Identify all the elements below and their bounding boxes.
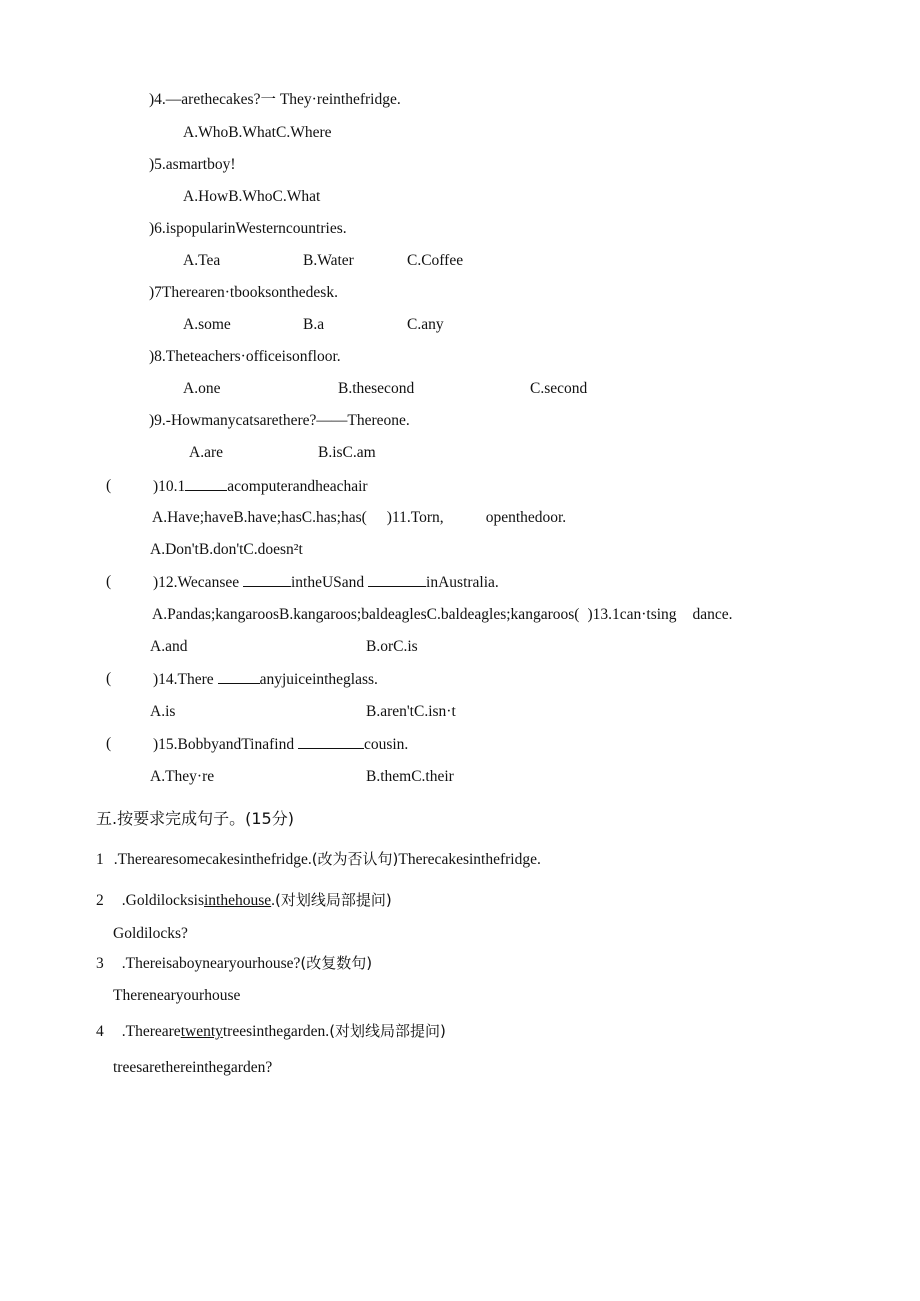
answer-blank[interactable] [298, 734, 364, 749]
question-12-options [152, 605, 733, 625]
question-15-paren: ( [106, 735, 112, 752]
question-9-options-bc: B.isC.am [318, 444, 376, 461]
sentence-2 [96, 890, 392, 911]
answer-blank[interactable] [368, 572, 426, 587]
question-6-option-c: C.Coffee [407, 252, 464, 269]
question-7-option-b: B.a [303, 316, 325, 333]
sentence-2-instruction: (对划线局部提问) [275, 891, 392, 909]
answer-blank[interactable] [185, 476, 227, 491]
sentence-2-post: . [271, 892, 276, 909]
question-7-stem: )7Therearen·tbooksonthedesk. [149, 284, 338, 301]
question-14-option-a: A.is [150, 703, 176, 720]
question-8-option-c: C.second [530, 380, 588, 397]
question-10-options [152, 508, 566, 528]
question-10-options-text: A.Have;haveB.have;hasC.has;has( [152, 509, 367, 526]
question-12-number: )12.Wecansee [153, 574, 240, 591]
question-10-number: )10.1 [153, 478, 186, 495]
sentence-1-instruction: (改为否认句) [311, 850, 399, 868]
question-10-rest: acomputerandheachair [227, 478, 368, 495]
question-6-option-a: A.Tea [183, 252, 221, 269]
question-8-option-b: B.thesecond [338, 380, 415, 397]
question-7-option-c: C.any [407, 316, 444, 333]
question-15-option-a: A.They·re [150, 768, 215, 785]
answer-blank[interactable] [243, 572, 291, 587]
question-15-number: )15.BobbyandTinafind [153, 736, 295, 753]
sentence-1 [96, 849, 541, 870]
sentence-3 [96, 953, 372, 974]
question-4-options: A.WhoB.WhatC.Where [183, 124, 332, 141]
question-13-options-bc: B.orC.is [366, 638, 418, 655]
sentence-2-underlined: inthehouse [204, 892, 272, 909]
sentence-4-answer: treesarethereinthegarden? [113, 1059, 273, 1076]
question-14-paren: ( [106, 670, 112, 687]
question-12-rest: inAustralia. [426, 574, 499, 591]
question-8-stem: )8.Theteachers·officeisonfloor. [149, 348, 341, 365]
question-6-stem: )6.ispopularinWesterncountries. [149, 220, 347, 237]
sentence-1-text: .Therearesomecakesinthefridge. [113, 851, 312, 868]
sentence-4-instruction: (对划线局部提问) [329, 1022, 446, 1040]
question-14-number: )14.There [153, 671, 214, 688]
question-14-options-bc: B.aren'tC.isn·t [366, 703, 456, 720]
sentence-4-underlined: twenty [180, 1023, 223, 1040]
question-9-option-a: A.are [189, 444, 223, 461]
question-12-options-text: A.Pandas;kangaroosB.kangaroos;baldeaglesC.baldeagles;kangaroos( [152, 606, 580, 623]
question-11-rest: openthedoor. [485, 509, 567, 526]
question-15-stem [153, 734, 408, 755]
question-6-option-b: B.Water [303, 252, 354, 269]
question-9-stem: )9.-Howmanycatsarethere?——Thereone. [149, 412, 410, 429]
sentence-2-number: 2 [96, 892, 104, 909]
sentence-4-number: 4 [96, 1023, 104, 1040]
sentence-1-answer: Therecakesinthefridge. [398, 851, 541, 868]
sentence-2-answer: Goldilocks? [113, 925, 188, 942]
sentence-3-instruction: (改复数句) [300, 954, 373, 972]
section-5-heading: 五.按要求完成句子。(15分) [96, 809, 294, 828]
sentence-2-pre: .Goldilocksis [121, 892, 204, 909]
question-7-option-a: A.some [183, 316, 231, 333]
question-13-stem: )13.1can·tsing [587, 606, 677, 623]
sentence-4 [96, 1021, 446, 1042]
question-10-stem [153, 476, 368, 497]
sentence-3-answer: Therenearyourhouse [113, 987, 241, 1004]
question-5-stem: )5.asmartboy! [149, 156, 236, 173]
sentence-3-text: .Thereisaboynearyourhouse? [121, 955, 301, 972]
sentence-4-post: treesinthegarden. [222, 1023, 330, 1040]
question-15-rest: cousin. [363, 736, 409, 753]
sentence-4-pre: .Thereare [121, 1023, 181, 1040]
answer-blank[interactable] [218, 669, 260, 684]
question-5-options: A.HowB.WhoC.What [183, 188, 321, 205]
question-12-mid: intheUSand [290, 574, 365, 591]
sentence-3-number: 3 [96, 955, 104, 972]
question-14-rest: anyjuiceintheglass. [259, 671, 378, 688]
question-12-stem [153, 572, 499, 593]
question-13-rest: dance. [692, 606, 733, 623]
question-10-paren: ( [106, 477, 112, 494]
question-15-options-bc: B.themC.their [366, 768, 454, 785]
question-11-options: A.Don'tB.don'tC.doesn²t [150, 541, 303, 558]
question-4-stem: )4.—arethecakes?一 They·reinthefridge. [149, 91, 401, 108]
question-14-stem [153, 669, 378, 690]
sentence-1-number: 1 [96, 851, 104, 868]
question-8-option-a: A.one [183, 380, 221, 397]
question-13-option-a: A.and [150, 638, 188, 655]
question-11-stem: )11.Torn, [386, 509, 444, 526]
question-12-paren: ( [106, 573, 112, 590]
